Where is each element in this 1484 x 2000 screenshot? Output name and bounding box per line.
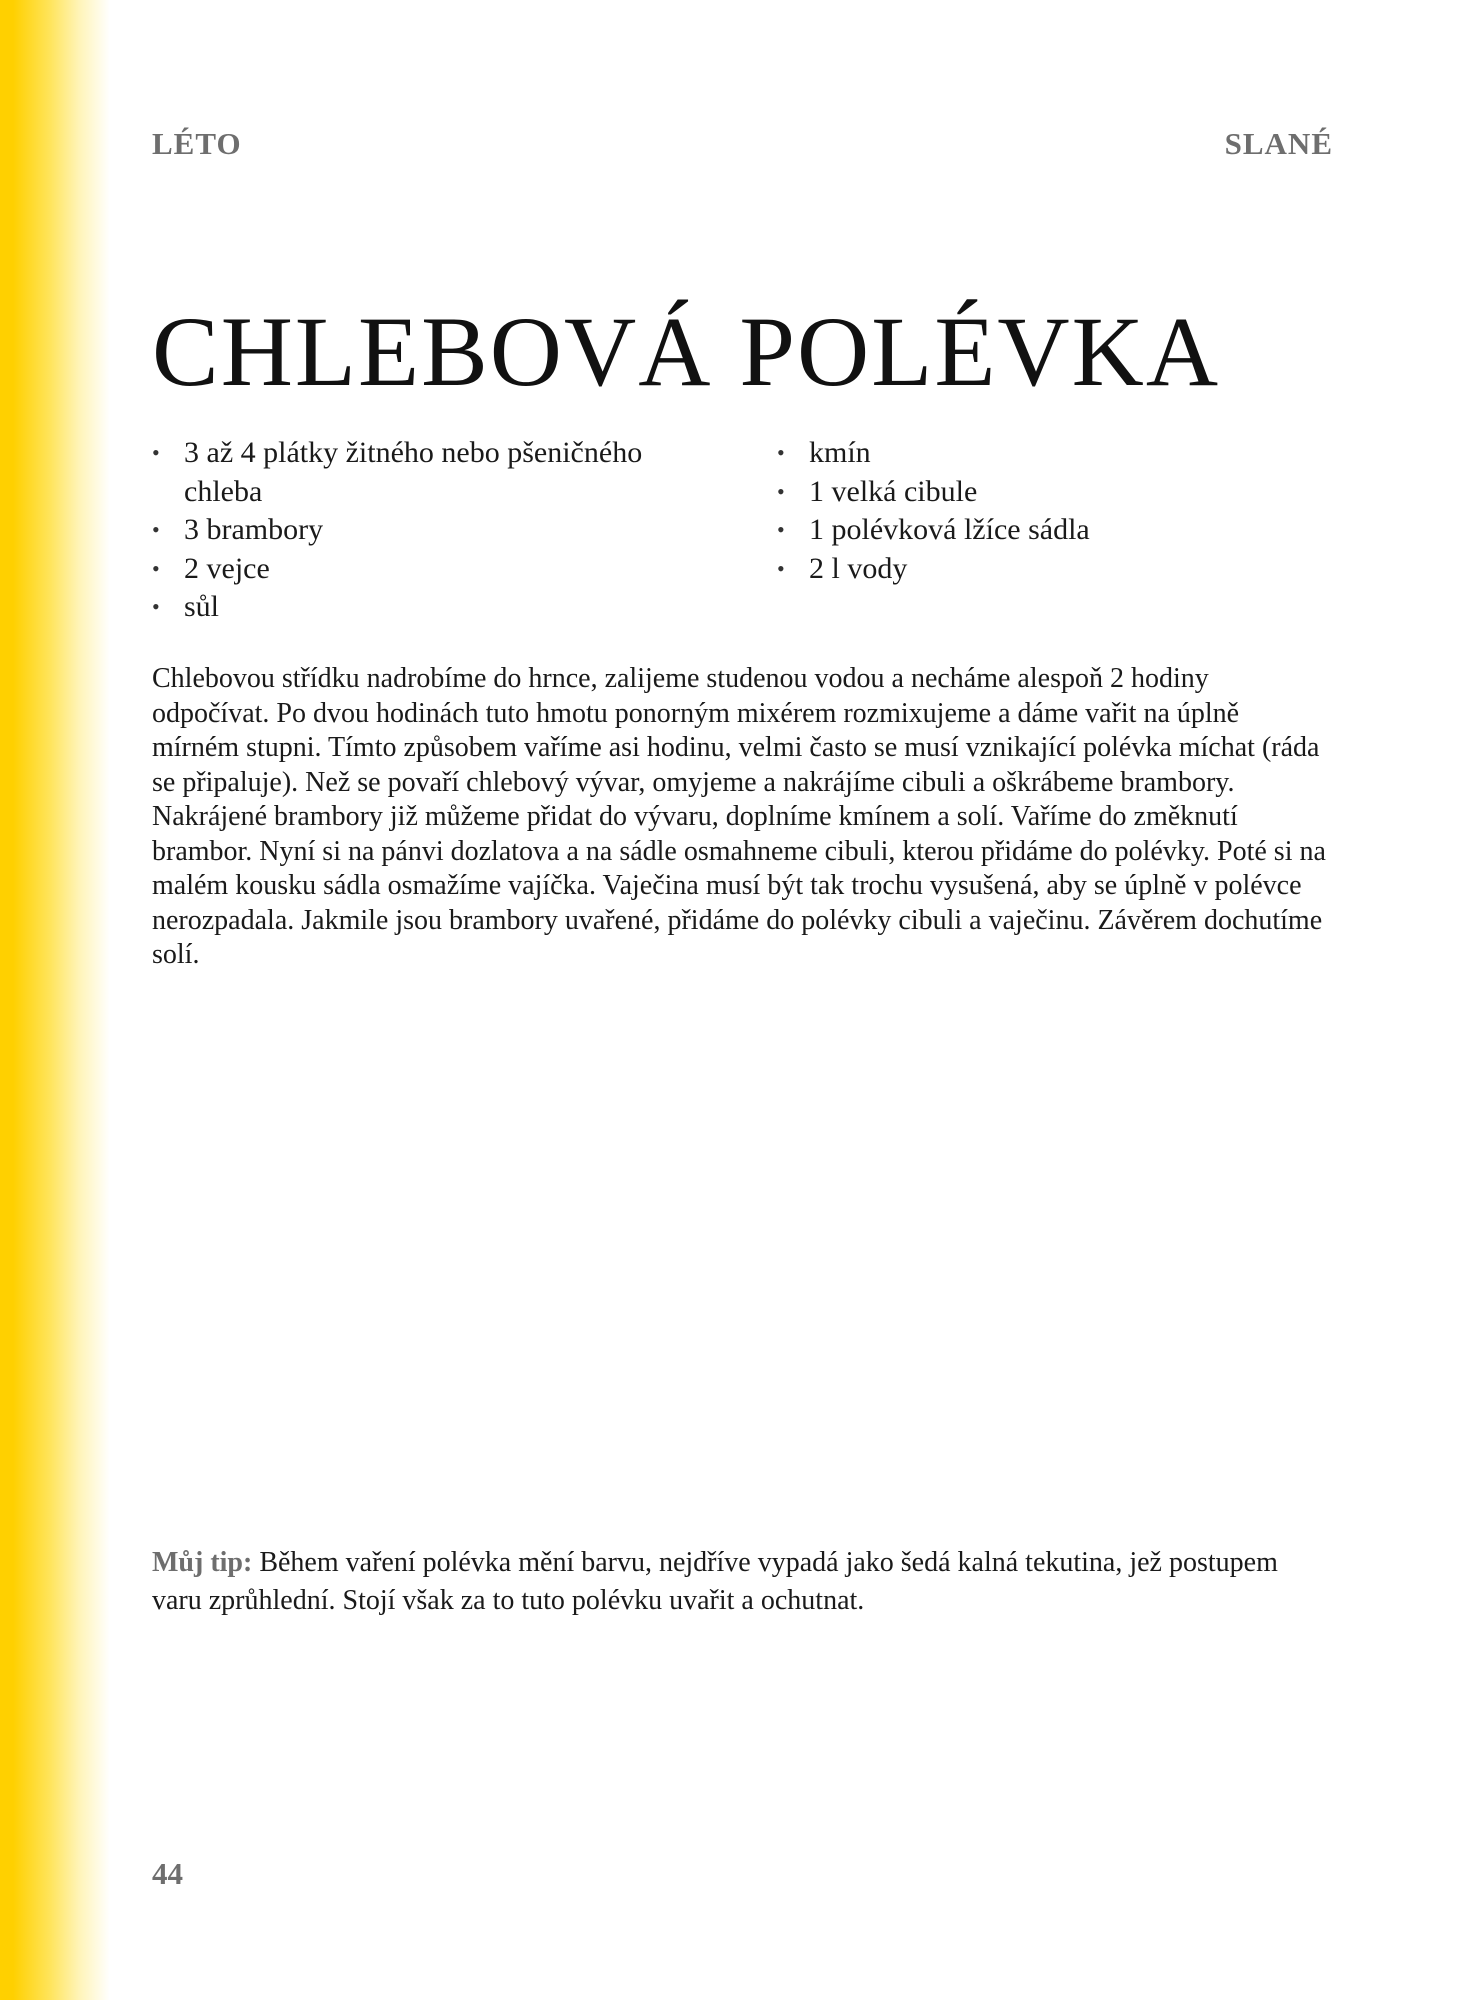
ingredient-text: 1 polévková lžíce sádla xyxy=(809,513,1090,546)
ingredient-text: 2 l vody xyxy=(809,551,908,585)
tip-label: Můj tip: xyxy=(152,1547,253,1578)
bullet-icon: • xyxy=(777,478,785,504)
recipe-instructions: Chlebovou střídku nadrobíme do hrnce, zalijeme studenou vodou a necháme alespoň 2 hodiny odpočívat. Po dvou hodinách tuto hmotu ponorným mixérem rozmixujeme a dáme vařit na úplně mírném stupni. Tímto způsobem vaříme asi hodinu, velmi často se musí vznikající polévka míchat (ráda se připaluje). Než se povaří chlebový vývar, omyjeme a nakrájíme cibuli a oškrábeme brambory. Nakrájené brambory již můžeme přidat do vývaru, doplníme kmínem a solí. Vaříme do změknutí brambor. Nyní si na pánvi dozlatova a na sádle osmahneme cibuli, kterou přidáme do polévky. Poté si na malém kousku sádla osmažíme vajíčka. Vaječina musí být tak trochu vysušená, aby se úplně v polévce nerozpadala. Jakmile jsou brambory uvařené, přidáme do polévky cibuli a vaječinu. Závěrem dochutíme solí. xyxy=(152,663,1326,970)
ingredient-text: 3 až 4 plátky žitného nebo pšeničného chleba xyxy=(184,436,643,508)
ingredient-item xyxy=(777,550,1337,589)
bullet-icon: • xyxy=(777,440,785,465)
ingredient-item xyxy=(777,511,1337,550)
tip-text: Během vaření polévka mění barvu, nejdříve vypadá jako šedá kalná tekutina, jež postupem varu zprůhlední. Stojí však za to tuto polévku uvařit a ochutnat. xyxy=(152,1547,1278,1616)
category-label: SLANÉ xyxy=(1224,126,1333,161)
ingredient-item xyxy=(152,550,712,589)
bullet-icon: • xyxy=(152,555,160,581)
ingredient-text: 1 velká cibule xyxy=(809,474,978,508)
bullet-icon: • xyxy=(152,594,160,619)
ingredient-item xyxy=(777,434,1337,473)
ingredient-text: 3 brambory xyxy=(184,513,324,546)
ingredient-text: kmín xyxy=(809,436,871,469)
page-number: 44 xyxy=(152,1856,183,1891)
bullet-icon: • xyxy=(152,440,160,465)
recipe-tip xyxy=(152,1544,1333,1620)
ingredients-list-right xyxy=(777,434,1337,588)
ingredient-item xyxy=(777,473,1337,512)
recipe-title: CHLEBOVÁ POLÉVKA xyxy=(152,296,1221,407)
ingredient-text: sůl xyxy=(184,590,220,623)
bullet-icon: • xyxy=(152,517,160,542)
yellow-edge-strip xyxy=(0,0,110,2000)
bullet-icon: • xyxy=(777,517,785,542)
bullet-icon: • xyxy=(777,555,785,581)
season-label: LÉTO xyxy=(152,126,242,161)
ingredient-item xyxy=(152,588,712,627)
ingredient-item xyxy=(152,434,712,511)
ingredient-text: 2 vejce xyxy=(184,551,270,585)
ingredients-list-left xyxy=(152,434,712,627)
ingredient-item xyxy=(152,511,712,550)
